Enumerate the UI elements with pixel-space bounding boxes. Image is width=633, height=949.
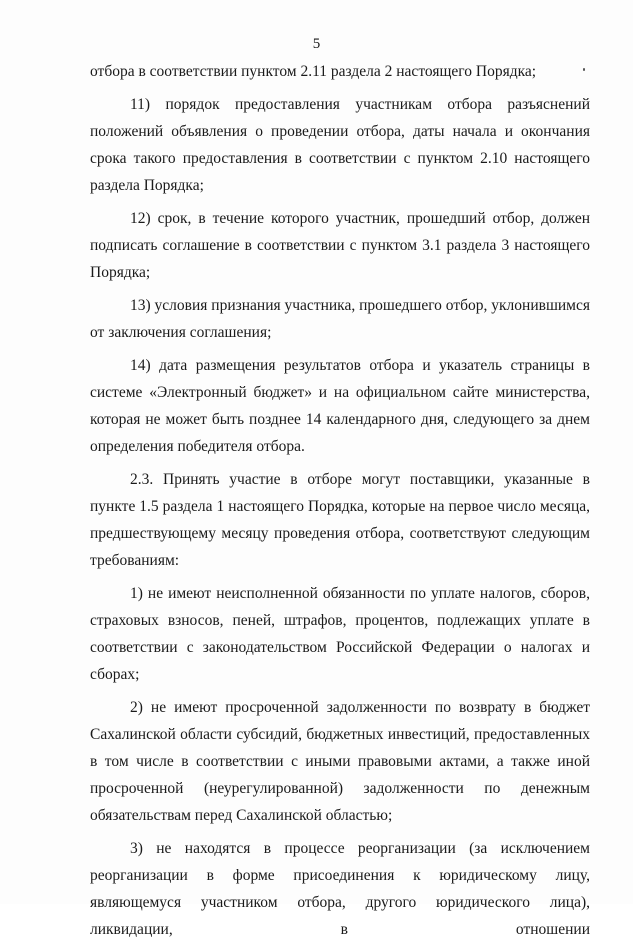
paragraph-section-2-3: 2.3. Принять участие в отборе могут поставщики, указанные в пункте 1.5 раздела 1 настоящего Порядка, которые на первое число месяца, предшествующему месяцу проведения отбора, соответствуют следующим требованиям: xyxy=(90,471,590,569)
paragraph-item-13: 13) условия признания участника, прошедшего отбор, уклонившимся от заключения соглашения; xyxy=(90,297,590,341)
paragraph-item-14: 14) дата размещения результатов отбора и указатель страницы в системе «Электронный бюджет» и на официальном сайте министерства, которая не может быть позднее 14 календарного дня, следующего за днем определения победителя отбора. xyxy=(90,357,590,455)
paragraph-requirement-1: 1) не имеют неисполненной обязанности по уплате налогов, сборов, страховых взносов, пеней, штрафов, процентов, подлежащих уплате в соответствии с законодательством Российской Федерации о налогах и сборах; xyxy=(90,585,590,683)
paragraph-continuation: отбора в соответствии пунктом 2.11 раздела 2 настоящего Порядка; xyxy=(90,63,537,80)
paragraph-item-12: 12) срок, в течение которого участник, прошедший отбор, должен подписать соглашение в соответствии с пунктом 3.1 раздела 3 настоящего Порядка; xyxy=(90,210,590,281)
paragraph-item-11: 11) порядок предоставления участникам отбора разъяснений положений объявления о проведении отбора, даты начала и окончания срока такого предоставления в соответствии с пунктом 2.10 настоящего раздела Порядка; xyxy=(90,96,590,194)
page-number: 5 xyxy=(312,36,321,52)
paragraph-requirement-2: 2) не имеют просроченной задолженности по возврату в бюджет Сахалинской области субсидий, бюджетных инвестиций, предоставленных в том числе в соответствии с иными правовыми актами, а также иной просроченной (неурегулированной) задолженности по денежным обязательствам перед Сахалинской областью; xyxy=(90,699,590,824)
document-body xyxy=(90,58,590,949)
paragraph-requirement-3: 3) не находятся в процессе реорганизации (за исключением реорганизации в форме присоединения к юридическому лицу, являющемуся участником отбора, другого юридического лица), ликвидации, в отношении xyxy=(90,840,590,938)
